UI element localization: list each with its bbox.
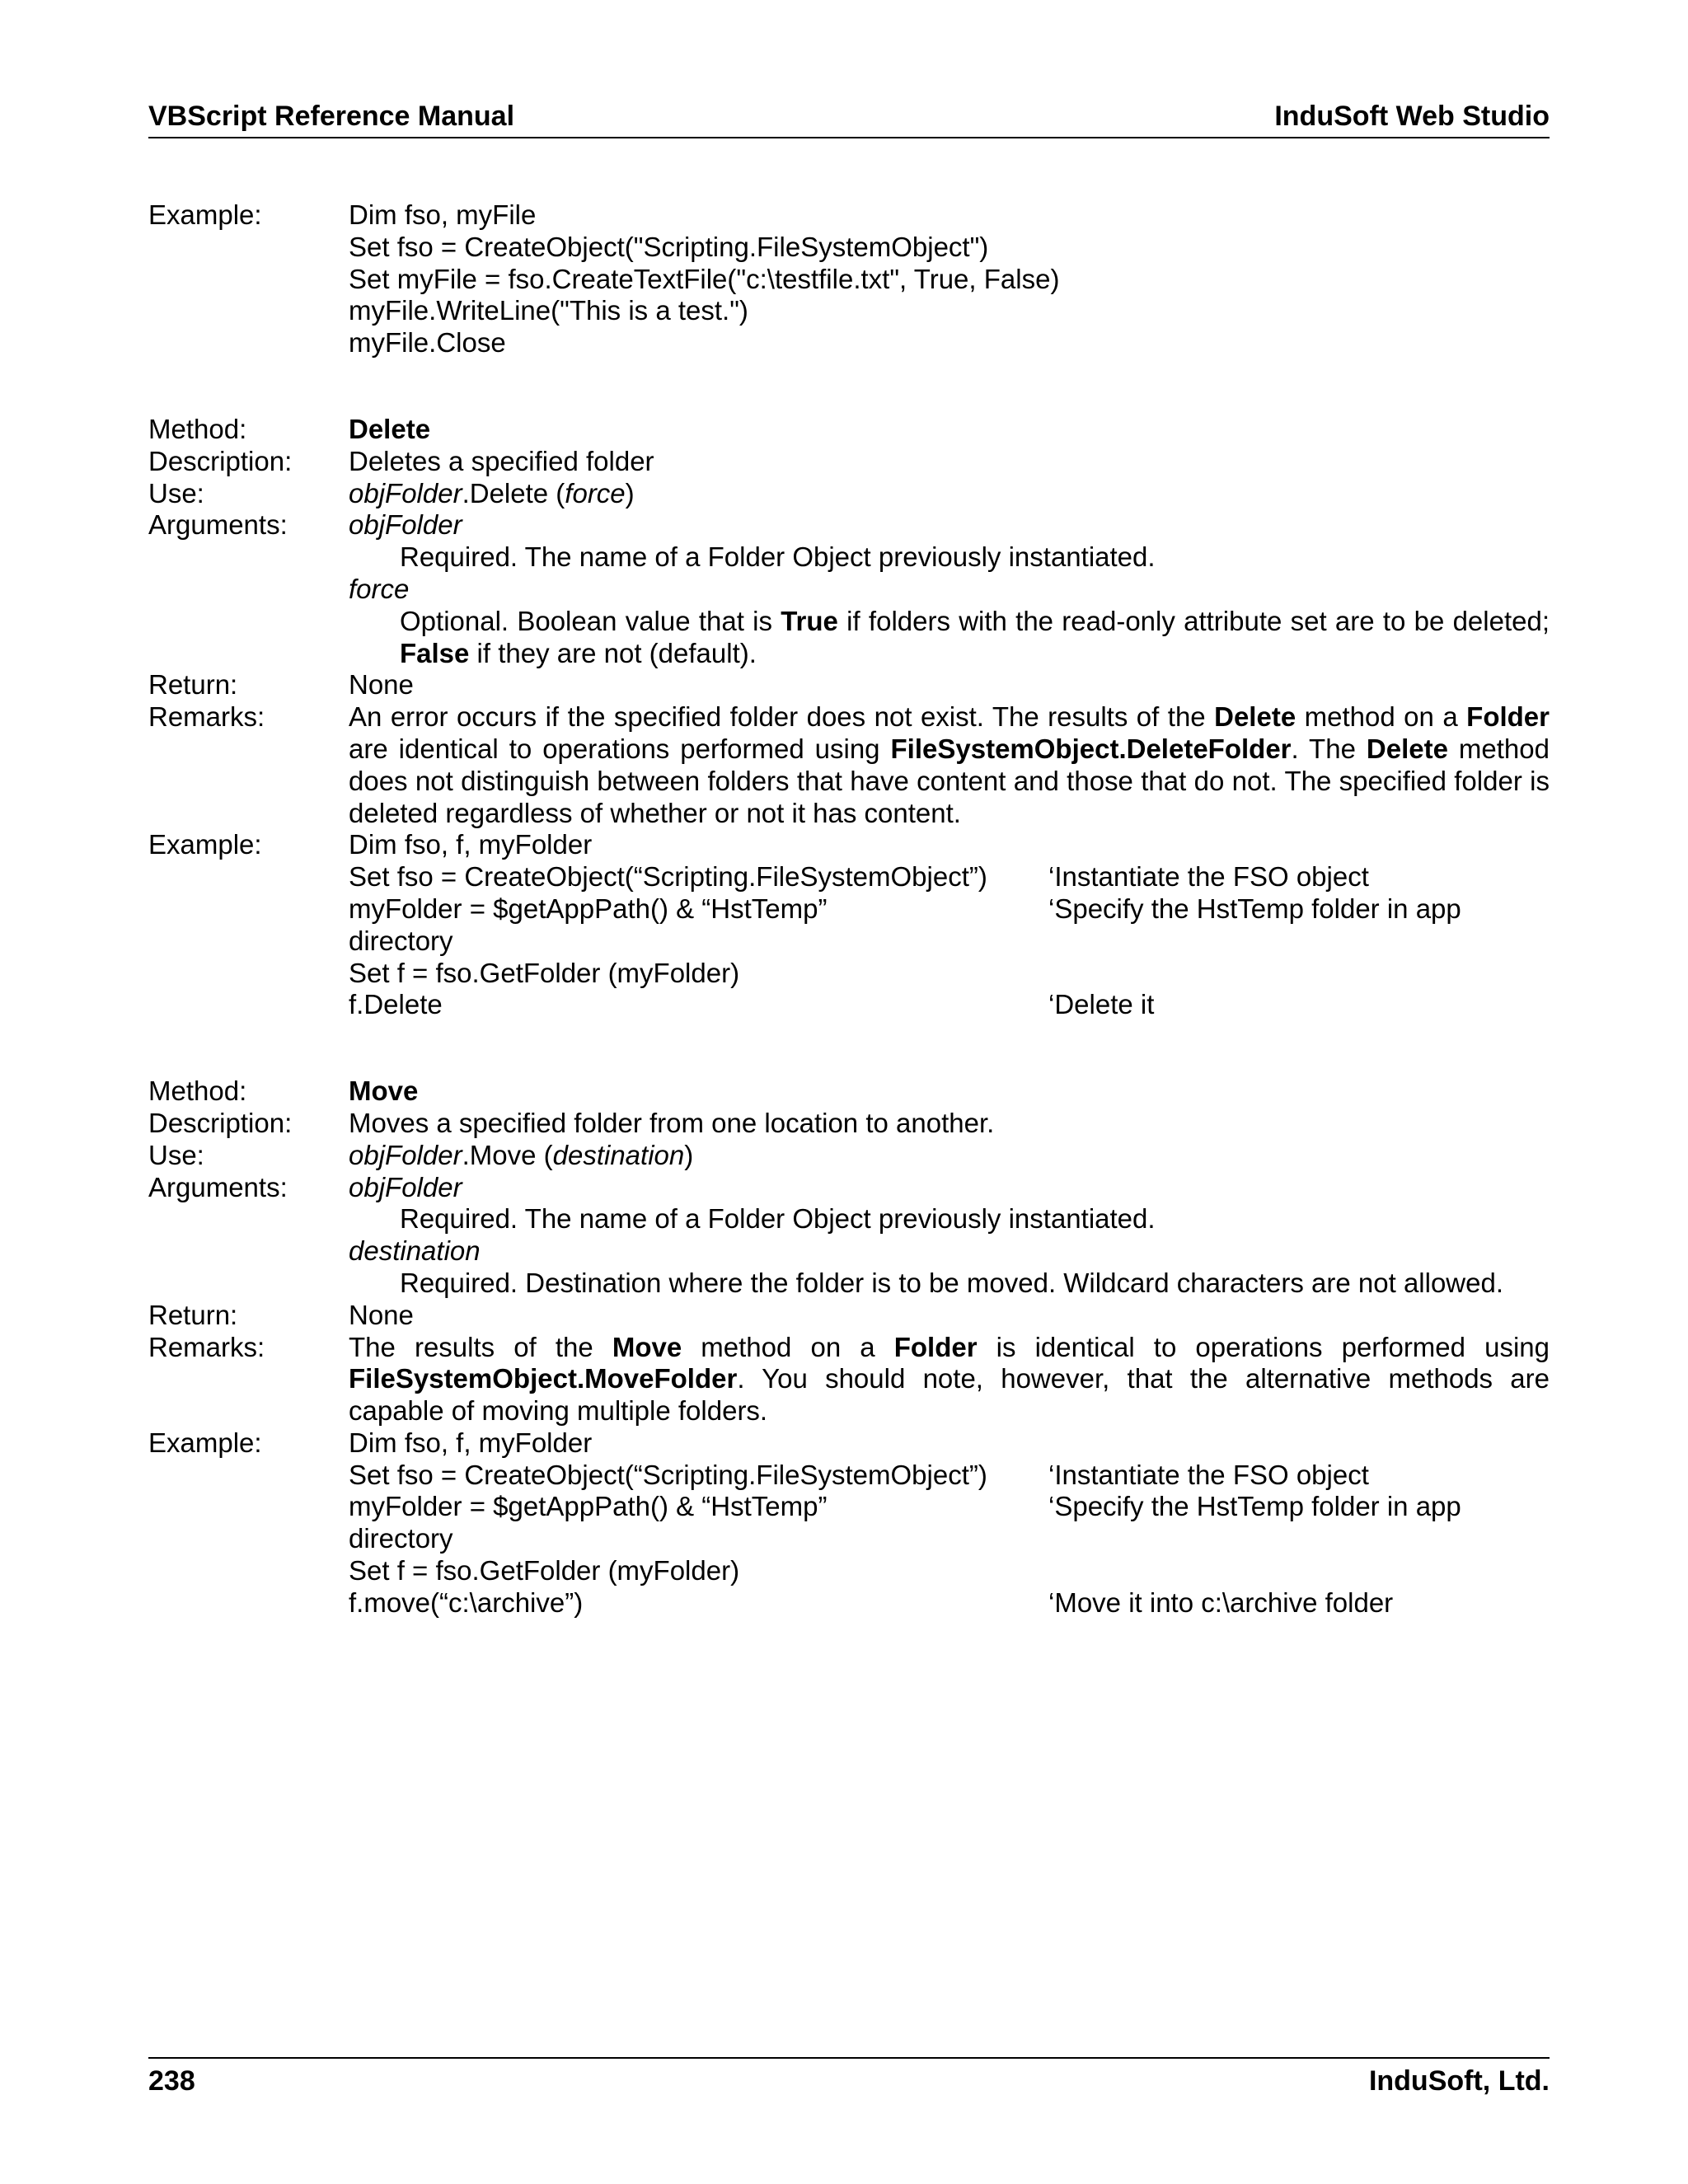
argument-name: objFolder xyxy=(349,1171,462,1202)
argument-name: force xyxy=(349,573,410,604)
argument-description: Required. The name of a Folder Object previously instantiated. xyxy=(400,1203,1156,1235)
example-code xyxy=(349,829,1550,1021)
page-footer xyxy=(148,2057,1550,2100)
arguments-label: Arguments: xyxy=(148,509,288,541)
argument-description: Required. Destination where the folder is to be moved. Wildcard characters are not allowed. xyxy=(400,1267,1504,1298)
argument-name: objFolder xyxy=(349,509,462,541)
method-description: Moves a specified folder from one location to another. xyxy=(349,1107,995,1138)
return-value: None xyxy=(349,1299,414,1330)
code-line: Set f = fso.GetFolder (myFolder) xyxy=(349,1555,740,1586)
argument-name: destination xyxy=(349,1235,481,1267)
description-label: Description: xyxy=(148,1107,293,1138)
arguments-list xyxy=(349,509,1550,669)
example-label: Example: xyxy=(148,199,262,230)
page-body xyxy=(148,199,1550,1619)
method-description: Deletes a specified folder xyxy=(349,445,654,476)
code-line: Set fso = CreateObject("Scripting.FileSystemObject") xyxy=(349,231,989,262)
argument-description: Optional. Boolean value that is True if folders with the read-only attribute set are to be deleted; False if they are not (default). xyxy=(400,605,1550,668)
code-line: myFile.Close xyxy=(349,327,506,359)
use-label: Use: xyxy=(148,477,204,509)
method-label: Method: xyxy=(148,413,247,444)
code-line: myFile.WriteLine("This is a test.") xyxy=(349,295,748,326)
return-label: Return: xyxy=(148,1299,238,1330)
delete-method-section xyxy=(148,414,1550,1021)
code-line: Set fso = CreateObject(“Scripting.FileSystemObject”) ‘Instantiate the FSO object xyxy=(349,1459,1369,1490)
code-line: Set myFile = fso.CreateTextFile("c:\testfile.txt", True, False) xyxy=(349,263,1060,294)
example-code xyxy=(349,1427,1550,1619)
remarks-label: Remarks: xyxy=(148,701,265,733)
code-line: Set f = fso.GetFolder (myFolder) xyxy=(349,957,740,988)
description-label: Description: xyxy=(148,445,293,476)
code-line: Dim fso, myFile xyxy=(349,199,537,230)
argument-description: Required. The name of a Folder Object previously instantiated. xyxy=(400,541,1156,573)
code-line: myFolder = $getAppPath() & “HstTemp” ‘Specify the HstTemp folder in app xyxy=(349,1491,1461,1522)
code-line: f.Delete ‘Delete it xyxy=(349,989,1155,1020)
product-name: InduSoft Web Studio xyxy=(1274,101,1550,132)
return-value: None xyxy=(349,669,414,701)
manual-title: VBScript Reference Manual xyxy=(148,101,515,132)
method-name: Move xyxy=(349,1076,419,1107)
remarks-text: An error occurs if the specified folder does not exist. The results of the Delete method on a Folder are identical to operations performed using FileSystemObject.DeleteFolder. The Delete method does not distinguish between folders that have content and those that do not. The specified folder is deleted regardless of whether or not it has content. xyxy=(349,701,1550,828)
code-line: myFolder = $getAppPath() & “HstTemp” ‘Specify the HstTemp folder in app xyxy=(349,893,1461,924)
remarks-text: The results of the Move method on a Folder is identical to operations performed using FileSystemObject.MoveFolder. You should note, however, that the alternative methods are capable of moving multiple folders. xyxy=(349,1331,1550,1427)
code-line: directory xyxy=(349,925,453,956)
page-header xyxy=(148,96,1550,138)
method-usage: objFolder.Move (destination) xyxy=(349,1139,694,1170)
method-name: Delete xyxy=(349,413,431,444)
company-name: InduSoft, Ltd. xyxy=(1368,2065,1550,2097)
code-line: f.move(“c:\archive”) ‘Move it into c:\archive folder xyxy=(349,1586,1394,1618)
page-number: 238 xyxy=(148,2065,195,2097)
code-line: directory xyxy=(349,1523,453,1554)
example-label: Example: xyxy=(148,1427,262,1458)
return-label: Return: xyxy=(148,669,238,701)
remarks-label: Remarks: xyxy=(148,1331,265,1362)
code-line: Dim fso, f, myFolder xyxy=(349,829,593,860)
code-line: Set fso = CreateObject(“Scripting.FileSystemObject”) ‘Instantiate the FSO object xyxy=(349,861,1369,893)
arguments-label: Arguments: xyxy=(148,1171,288,1202)
example-label: Example: xyxy=(148,829,262,860)
code-line: Dim fso, f, myFolder xyxy=(349,1427,593,1458)
move-method-section xyxy=(148,1076,1550,1619)
use-label: Use: xyxy=(148,1139,204,1170)
example-code xyxy=(349,199,1550,359)
arguments-list xyxy=(349,1172,1550,1300)
example-top-section xyxy=(148,199,1550,359)
method-label: Method: xyxy=(148,1076,247,1107)
method-usage: objFolder.Delete (force) xyxy=(349,477,635,509)
